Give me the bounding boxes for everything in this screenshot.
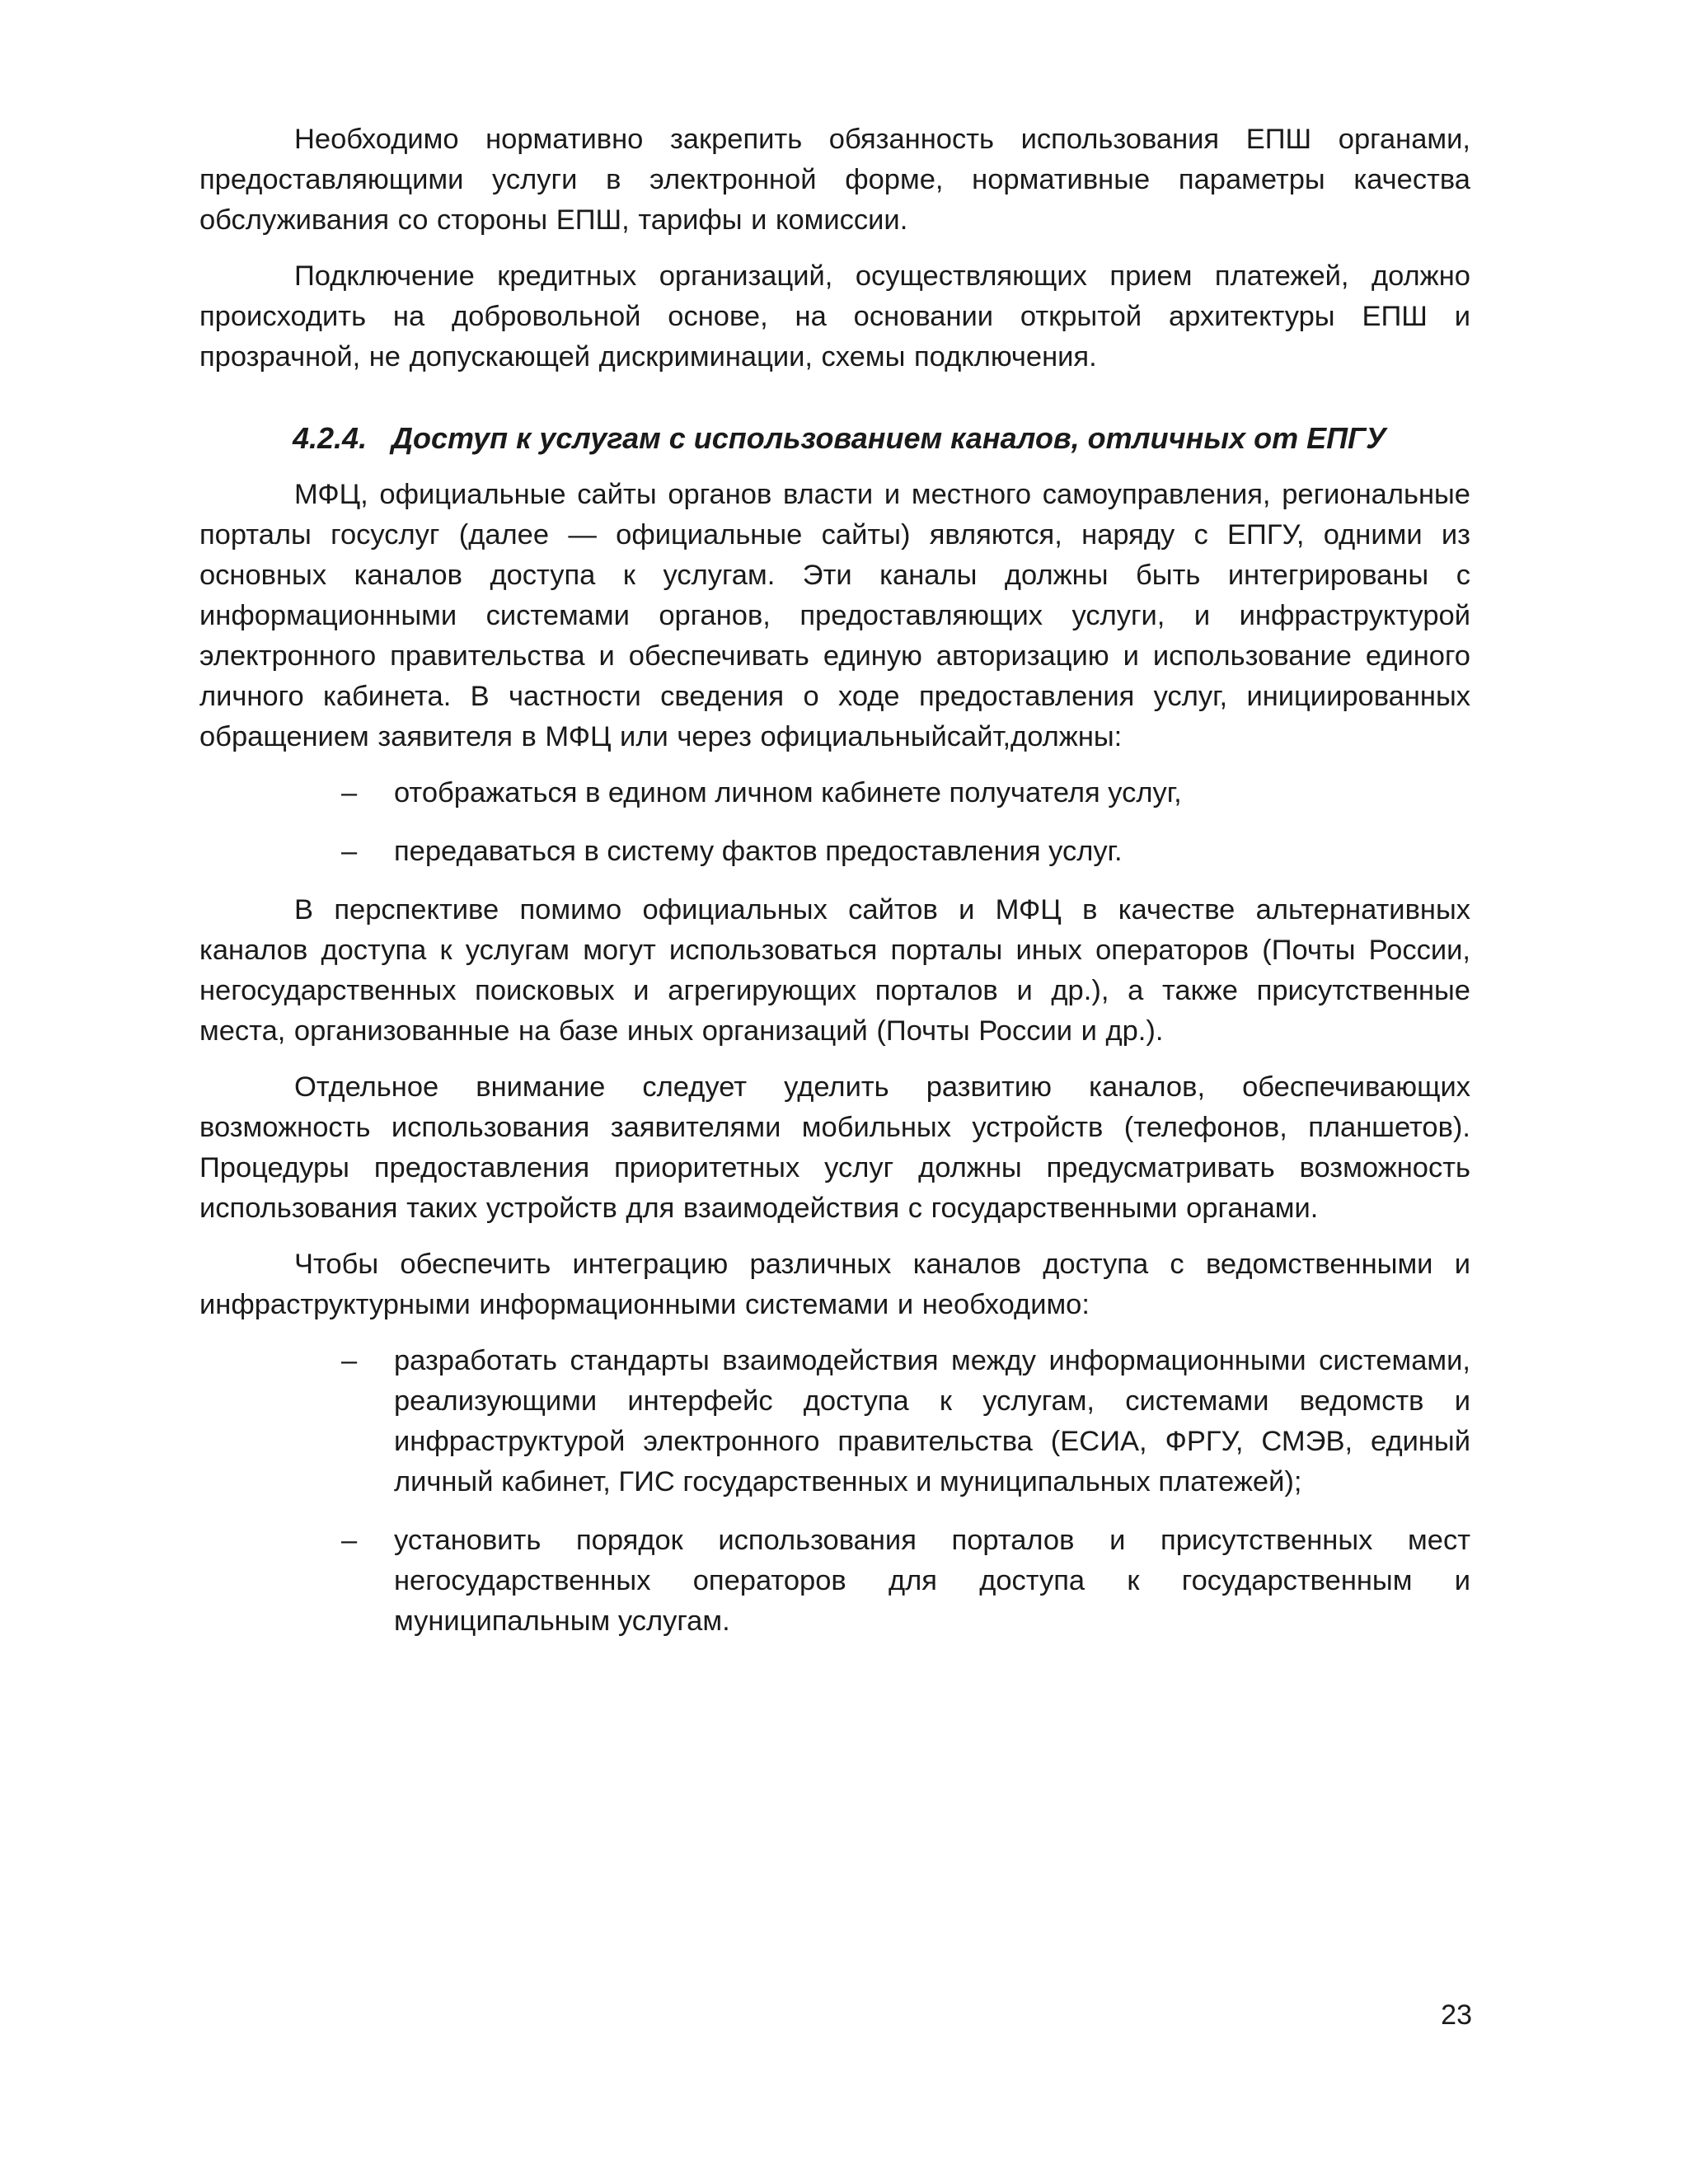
dash-bullet: – <box>341 836 358 867</box>
status-display-list <box>199 773 1470 872</box>
paragraph-integration: Чтобы обеспечить интеграцию различных каналов доступа с ведомственными и инфраструктурными информационными системами и необходимо: <box>199 1249 1470 1320</box>
list-item <box>199 1341 1470 1502</box>
section-heading <box>293 418 1470 458</box>
section-number: 4.2.4. <box>293 421 368 455</box>
list-item <box>199 773 1470 813</box>
paragraph-alternative-channels: В перспективе помимо официальных сайтов и МФЦ в качестве альтернативных каналов доступа к услугам могут использоваться порталы иных операторов (Почты России, негосударственных поисковых и агрегирующих порталов и др.), а также присутственные места, организованные на базе иных организаций (Почты России и др.). <box>199 894 1470 1047</box>
integration-tasks-list <box>199 1341 1470 1642</box>
list-item <box>199 1521 1470 1642</box>
paragraph-credit-organizations: Подключение кредитных организаций, осуществляющих прием платежей, должно происходить на добровольной основе, на основании открытой архитектуры ЕПШ и прозрачной, не допускающей дискриминации, схемы подключения. <box>199 260 1470 373</box>
dash-bullet: – <box>341 777 358 808</box>
list-item-text: разработать стандарты взаимодействия между информационными системами, реализующими интерфейс доступа к услугам, системами ведомств и инфраструктурой электронного правительства (ЕСИА, ФРГУ, СМЭВ, единый личный кабинет, ГИС государственных и муниципальных платежей); <box>394 1345 1470 1497</box>
page-number: 23 <box>1441 1999 1472 2031</box>
section-title: Доступ к услугам с использованием каналов, отличных от ЕПГУ <box>392 421 1386 455</box>
dash-bullet: – <box>341 1525 358 1556</box>
list-item-text: отображаться в едином личном кабинете получателя услуг, <box>394 777 1182 808</box>
dash-bullet: – <box>341 1345 358 1376</box>
paragraph-mobile-devices: Отдельное внимание следует уделить развитию каналов, обеспечивающих возможность использования заявителями мобильных устройств (телефонов, планшетов). Процедуры предоставления приоритетных услуг должны предусматривать возможность использования таких устройств для взаимодействия с государственными органами. <box>199 1071 1470 1224</box>
list-item <box>199 832 1470 872</box>
page-content <box>199 120 1470 1660</box>
paragraph-eps-obligation: Необходимо нормативно закрепить обязанность использования ЕПШ органами, предоставляющими услуги в электронной форме, нормативные параметры качества обслуживания со стороны ЕПШ, тарифы и комиссии. <box>199 124 1470 236</box>
list-item-text: установить порядок использования порталов и присутственных мест негосударственных операторов для доступа к государственным и муниципальным услугам. <box>394 1525 1470 1637</box>
list-item-text: передаваться в систему фактов предоставления услуг. <box>394 836 1123 867</box>
paragraph-mfc-channels: МФЦ, официальные сайты органов власти и местного самоуправления, региональные порталы госуслуг (далее — официальные сайты) являются, наряду с ЕПГУ, одними из основных каналов доступа к услугам. Эти каналы должны быть интегрированы с информационными системами органов, предоставляющих услуги, и инфраструктурой электронного правительства и обеспечивать единую авторизацию и использование единого личного кабинета. В частности сведения о ходе предоставления услуг, инициированных обращением заявителя в МФЦ или через официальныйсайт,должны: <box>199 479 1470 752</box>
